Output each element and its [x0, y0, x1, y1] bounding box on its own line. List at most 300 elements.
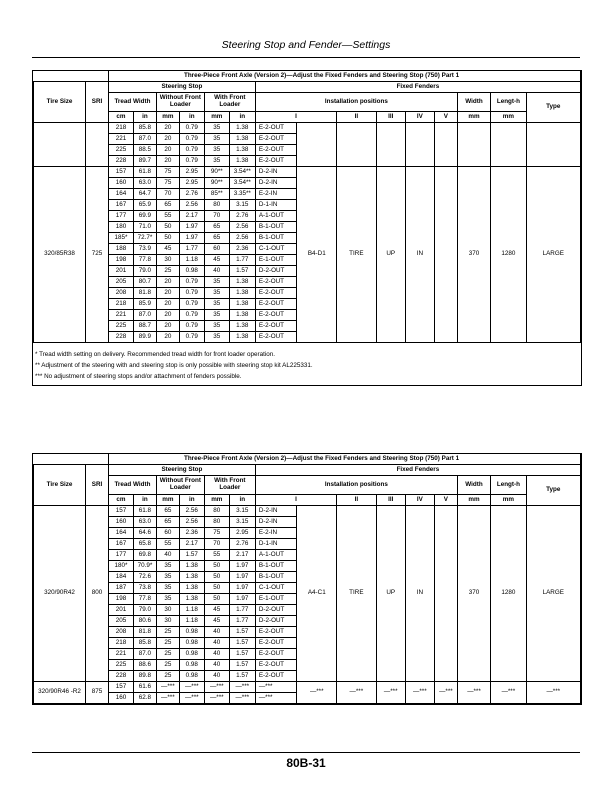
fender-position-cell: E-2-OUT	[255, 638, 297, 649]
value-cell: 35	[204, 134, 229, 145]
footnote: * Tread width setting on delivery. Recommended tread width for front loader operation.	[35, 351, 275, 358]
fender-length-cell: —***	[491, 682, 526, 704]
value-cell: 0.79	[179, 288, 204, 299]
header-unit-cm: cm	[108, 112, 133, 123]
value-cell: 1.38	[229, 310, 255, 321]
fender-position-cell: E-2-OUT	[255, 310, 297, 321]
value-cell: 1.57	[229, 266, 255, 277]
fender-type-cell: LARGE	[526, 506, 580, 682]
header-tread-width: Tread Width	[108, 476, 156, 495]
value-cell: 1.18	[179, 616, 204, 627]
header-installation-positions: Installation positions	[255, 476, 457, 495]
value-cell: 184	[108, 572, 133, 583]
value-cell: 80	[204, 517, 229, 528]
value-cell: 218	[108, 638, 133, 649]
value-cell: 85**	[204, 189, 229, 200]
header-row	[34, 82, 581, 93]
value-cell: 25	[156, 638, 179, 649]
value-cell: 185*	[108, 233, 133, 244]
value-cell: 0.79	[179, 321, 204, 332]
value-cell: 70	[156, 189, 179, 200]
value-cell: 75	[204, 528, 229, 539]
value-cell: 65.8	[133, 539, 156, 550]
fender-width-cell: 370	[457, 167, 490, 343]
header-unit-pos_iv: IV	[405, 495, 434, 506]
value-cell: 35	[156, 561, 179, 572]
value-cell: 35	[204, 310, 229, 321]
value-cell: 65.9	[133, 200, 156, 211]
value-cell: 1.18	[179, 605, 204, 616]
value-cell: 87.0	[133, 310, 156, 321]
value-cell: 3.15	[229, 506, 255, 517]
value-cell: 87.0	[133, 649, 156, 660]
value-cell: 80	[204, 200, 229, 211]
header-row	[34, 71, 581, 82]
value-cell: 3.15	[229, 517, 255, 528]
value-cell: 20	[156, 332, 179, 343]
value-cell: 40	[204, 671, 229, 682]
value-cell: 75	[156, 167, 179, 178]
fender-position-cell: E-2-OUT	[255, 321, 297, 332]
value-cell: 55	[156, 539, 179, 550]
header-unit-pos_ii: II	[337, 495, 377, 506]
value-cell: 3.54**	[229, 167, 255, 178]
value-cell: 1.38	[179, 594, 204, 605]
value-cell: 20	[156, 277, 179, 288]
value-cell: 198	[108, 594, 133, 605]
value-cell: 20	[156, 288, 179, 299]
value-cell: 30	[156, 605, 179, 616]
caption-spacer	[34, 454, 109, 465]
value-cell: 1.97	[179, 233, 204, 244]
value-cell: 40	[204, 660, 229, 671]
value-cell: 157	[108, 167, 133, 178]
value-cell: 30	[156, 616, 179, 627]
header-unit-pos_iii: III	[376, 495, 405, 506]
value-cell: 50	[156, 233, 179, 244]
value-cell: 0.98	[179, 671, 204, 682]
value-cell: 0.79	[179, 277, 204, 288]
value-cell: 85.8	[133, 638, 156, 649]
value-cell: 20	[156, 134, 179, 145]
fender-iv-cell: IN	[405, 167, 434, 343]
value-cell: 40	[204, 266, 229, 277]
fender-position-cell: E-2-OUT	[255, 123, 297, 134]
tire-size-cell: 320/90R42	[34, 506, 86, 682]
value-cell: 1.38	[229, 134, 255, 145]
value-cell: 2.56	[179, 200, 204, 211]
value-cell: 187	[108, 583, 133, 594]
fender-type-cell: —***	[526, 682, 580, 704]
value-cell: 201	[108, 605, 133, 616]
value-cell: 45	[204, 616, 229, 627]
value-cell: 77.8	[133, 594, 156, 605]
fender-v-cell: —***	[434, 682, 457, 704]
value-cell: 180*	[108, 561, 133, 572]
value-cell: 157	[108, 682, 133, 693]
value-cell: 0.79	[179, 134, 204, 145]
header-type: Type	[526, 93, 580, 123]
fender-position-cell: E-2-OUT	[255, 332, 297, 343]
value-cell: 1.38	[229, 288, 255, 299]
value-cell: 70	[204, 539, 229, 550]
header-row	[34, 454, 581, 465]
value-cell: 50	[156, 222, 179, 233]
value-cell: 2.56	[229, 233, 255, 244]
value-cell: 61.8	[133, 167, 156, 178]
value-cell: 164	[108, 189, 133, 200]
value-cell: 35	[204, 288, 229, 299]
value-cell: 3.54**	[229, 178, 255, 189]
value-cell: 167	[108, 539, 133, 550]
value-cell: 55	[156, 211, 179, 222]
page-title: Steering Stop and Fender—Settings	[221, 39, 391, 51]
value-cell: 1.38	[229, 277, 255, 288]
value-cell: 1.38	[229, 299, 255, 310]
header-without-front-loader: Without Front Loader	[156, 93, 204, 112]
value-cell: 64.7	[133, 189, 156, 200]
value-cell: 1.38	[229, 145, 255, 156]
value-cell: 198	[108, 255, 133, 266]
value-cell: 0.98	[179, 660, 204, 671]
table-caption: Three-Piece Front Axle (Version 2)—Adjust the Fixed Fenders and Steering Stop (750) Part 1	[108, 454, 580, 465]
value-cell: 80.7	[133, 277, 156, 288]
value-cell: 79.0	[133, 605, 156, 616]
value-cell: 225	[108, 660, 133, 671]
fender-position-cell: E-1-OUT	[255, 594, 297, 605]
value-cell: 1.38	[179, 561, 204, 572]
value-cell: 40	[204, 627, 229, 638]
value-cell: 35	[204, 332, 229, 343]
value-cell: 228	[108, 156, 133, 167]
header-unit-pos_iv: IV	[405, 112, 434, 123]
table-row	[34, 682, 581, 693]
value-cell: 2.95	[229, 528, 255, 539]
value-cell: 228	[108, 671, 133, 682]
value-cell: 35	[204, 145, 229, 156]
header-length: Lengt-h	[491, 476, 526, 495]
value-cell: 1.38	[179, 583, 204, 594]
value-cell: 225	[108, 321, 133, 332]
value-cell: —***	[229, 682, 255, 693]
fender-position-cell: E-2-OUT	[255, 660, 297, 671]
fender-i-cell	[297, 123, 337, 167]
value-cell: 90**	[204, 178, 229, 189]
value-cell: 2.95	[179, 167, 204, 178]
value-cell: 69.8	[133, 550, 156, 561]
value-cell: 65	[204, 222, 229, 233]
fender-v-cell	[434, 123, 457, 167]
value-cell: 85.9	[133, 299, 156, 310]
header-unit-pos_v: V	[434, 112, 457, 123]
fender-ii-cell: TIRE	[337, 167, 377, 343]
value-cell: —***	[229, 693, 255, 704]
value-cell: 188	[108, 244, 133, 255]
fender-i-cell: A4-C1	[297, 506, 337, 682]
fender-position-cell: E-2-OUT	[255, 134, 297, 145]
fender-position-cell: C-1-OUT	[255, 583, 297, 594]
value-cell: 1.97	[229, 561, 255, 572]
header-unit-pos_i: I	[255, 112, 336, 123]
value-cell: 20	[156, 145, 179, 156]
fender-position-cell: D-2-OUT	[255, 616, 297, 627]
value-cell: 88.6	[133, 660, 156, 671]
value-cell: 160	[108, 517, 133, 528]
header-sri: SRI	[86, 465, 109, 506]
header-unit-mm: mm	[491, 112, 526, 123]
value-cell: 0.98	[179, 638, 204, 649]
value-cell: 50	[204, 572, 229, 583]
value-cell: 2.17	[229, 550, 255, 561]
fender-position-cell: D-1-IN	[255, 539, 297, 550]
header-unit-mm: mm	[156, 495, 179, 506]
value-cell: 81.8	[133, 288, 156, 299]
table-caption: Three-Piece Front Axle (Version 2)—Adjust the Fixed Fenders and Steering Stop (750) Part 1	[108, 71, 580, 82]
value-cell: 1.97	[229, 594, 255, 605]
value-cell: 35	[156, 583, 179, 594]
fender-iii-cell: UP	[376, 506, 405, 682]
value-cell: 89.7	[133, 156, 156, 167]
fender-iii-cell: —***	[376, 682, 405, 704]
value-cell: 62.8	[133, 693, 156, 704]
value-cell: 160	[108, 178, 133, 189]
value-cell: 73.9	[133, 244, 156, 255]
value-cell: 80	[204, 506, 229, 517]
value-cell: 1.38	[229, 123, 255, 134]
value-cell: 35	[204, 123, 229, 134]
value-cell: 1.77	[229, 605, 255, 616]
value-cell: 85.8	[133, 123, 156, 134]
header-unit-in: in	[179, 112, 204, 123]
value-cell: 0.79	[179, 310, 204, 321]
value-cell: 50	[204, 583, 229, 594]
header-unit-in: in	[179, 495, 204, 506]
value-cell: 35	[156, 572, 179, 583]
fender-position-cell: E-2-IN	[255, 528, 297, 539]
value-cell: 228	[108, 332, 133, 343]
fender-position-cell: —***	[255, 682, 297, 693]
value-cell: 1.97	[229, 583, 255, 594]
value-cell: 2.17	[179, 211, 204, 222]
header-unit-mm: mm	[156, 112, 179, 123]
fender-i-cell: B4-D1	[297, 167, 337, 343]
value-cell: 2.76	[229, 539, 255, 550]
fender-v-cell	[434, 167, 457, 343]
value-cell: —***	[179, 693, 204, 704]
fender-position-cell: E-2-OUT	[255, 627, 297, 638]
value-cell: 1.77	[229, 616, 255, 627]
value-cell: 60	[156, 528, 179, 539]
fender-ii-cell: —***	[337, 682, 377, 704]
fender-position-cell: B-1-OUT	[255, 233, 297, 244]
header-tread-width: Tread Width	[108, 93, 156, 112]
value-cell: 1.18	[179, 255, 204, 266]
header-unit-pos_v: V	[434, 495, 457, 506]
value-cell: 1.77	[229, 255, 255, 266]
tire-size-cell	[34, 123, 86, 167]
header-unit-mm: mm	[457, 495, 490, 506]
fender-iv-cell: —***	[405, 682, 434, 704]
value-cell: —***	[156, 682, 179, 693]
header-unit-in: in	[133, 495, 156, 506]
value-cell: 0.79	[179, 145, 204, 156]
header-row	[34, 93, 581, 112]
header-unit-in: in	[229, 112, 255, 123]
value-cell: 1.57	[229, 649, 255, 660]
header-fixed-fenders: Fixed Fenders	[255, 82, 580, 93]
value-cell: 221	[108, 310, 133, 321]
value-cell: 225	[108, 145, 133, 156]
header-unit-mm: mm	[204, 112, 229, 123]
fender-position-cell: E-2-OUT	[255, 156, 297, 167]
value-cell: 3.15	[229, 200, 255, 211]
value-cell: 208	[108, 288, 133, 299]
value-cell: 1.38	[179, 572, 204, 583]
value-cell: —***	[204, 693, 229, 704]
header-unit-in: in	[229, 495, 255, 506]
header-row	[34, 476, 581, 495]
value-cell: 180	[108, 222, 133, 233]
value-cell: 35	[204, 156, 229, 167]
fender-position-cell: A-1-OUT	[255, 550, 297, 561]
fender-iv-cell: IN	[405, 506, 434, 682]
fender-position-cell: D-2-OUT	[255, 266, 297, 277]
table-row	[34, 167, 581, 178]
fender-position-cell: D-1-IN	[255, 200, 297, 211]
fender-ii-cell: TIRE	[337, 506, 377, 682]
value-cell: —***	[204, 682, 229, 693]
fender-width-cell	[457, 123, 490, 167]
header-sri: SRI	[86, 82, 109, 123]
value-cell: 2.76	[229, 211, 255, 222]
value-cell: 1.97	[179, 222, 204, 233]
header-steering-stop: Steering Stop	[108, 465, 255, 476]
fender-type-cell	[526, 123, 580, 167]
table-notes	[33, 343, 581, 385]
header-unit-mm: mm	[457, 112, 490, 123]
value-cell: 25	[156, 649, 179, 660]
footnote: *** No adjustment of steering stops and/or attachment of fenders possible.	[35, 373, 242, 380]
value-cell: 20	[156, 156, 179, 167]
value-cell: 65	[204, 233, 229, 244]
fender-position-cell: —***	[255, 693, 297, 704]
value-cell: 63.0	[133, 517, 156, 528]
value-cell: —***	[179, 682, 204, 693]
value-cell: 20	[156, 321, 179, 332]
value-cell: 2.36	[179, 528, 204, 539]
value-cell: 25	[156, 671, 179, 682]
value-cell: 45	[156, 244, 179, 255]
header-with-front-loader: With Front Loader	[204, 476, 255, 495]
fender-width-cell: —***	[457, 682, 490, 704]
tire-size-cell: 320/85R38	[34, 167, 86, 343]
fender-position-cell: E-2-OUT	[255, 299, 297, 310]
header-unit-cm: cm	[108, 495, 133, 506]
value-cell: 1.38	[229, 332, 255, 343]
header-without-front-loader: Without Front Loader	[156, 476, 204, 495]
sri-cell: 725	[86, 167, 109, 343]
fender-position-cell: D-2-IN	[255, 178, 297, 189]
value-cell: 221	[108, 649, 133, 660]
value-cell: 65	[156, 517, 179, 528]
value-cell: 73.8	[133, 583, 156, 594]
value-cell: 40	[204, 638, 229, 649]
value-cell: 20	[156, 310, 179, 321]
value-cell: 2.56	[179, 517, 204, 528]
value-cell: 25	[156, 266, 179, 277]
value-cell: 25	[156, 660, 179, 671]
fender-position-cell: E-2-IN	[255, 189, 297, 200]
header-row	[34, 112, 581, 123]
value-cell: 60	[204, 244, 229, 255]
header-width: Width	[457, 476, 490, 495]
value-cell: 1.57	[229, 660, 255, 671]
value-cell: 2.17	[179, 539, 204, 550]
value-cell: 88.7	[133, 321, 156, 332]
value-cell: 72.7*	[133, 233, 156, 244]
header-fixed-fenders: Fixed Fenders	[255, 465, 580, 476]
fender-position-cell: E-2-OUT	[255, 671, 297, 682]
value-cell: 0.79	[179, 123, 204, 134]
value-cell: 1.38	[229, 156, 255, 167]
value-cell: 0.79	[179, 156, 204, 167]
sri-cell	[86, 123, 109, 167]
table-tire-320-90r42	[32, 453, 582, 705]
value-cell: 81.8	[133, 627, 156, 638]
fender-position-cell: E-1-OUT	[255, 255, 297, 266]
value-cell: 70.9*	[133, 561, 156, 572]
title-divider	[32, 57, 580, 58]
value-cell: 2.76	[179, 189, 204, 200]
value-cell: 2.56	[179, 506, 204, 517]
value-cell: 218	[108, 123, 133, 134]
value-cell: 3.35**	[229, 189, 255, 200]
value-cell: 89.8	[133, 671, 156, 682]
table-row	[34, 123, 581, 134]
value-cell: 65	[156, 200, 179, 211]
caption-spacer	[34, 71, 109, 82]
fender-position-cell: E-2-OUT	[255, 277, 297, 288]
fender-iv-cell	[405, 123, 434, 167]
fender-length-cell: 1280	[491, 167, 526, 343]
fender-position-cell: B-1-OUT	[255, 561, 297, 572]
value-cell: 201	[108, 266, 133, 277]
value-cell: 35	[204, 299, 229, 310]
value-cell: 167	[108, 200, 133, 211]
value-cell: 1.77	[179, 244, 204, 255]
sri-cell: 875	[86, 682, 109, 704]
value-cell: 1.57	[229, 638, 255, 649]
value-cell: 164	[108, 528, 133, 539]
value-cell: 61.6	[133, 682, 156, 693]
value-cell: 2.56	[229, 222, 255, 233]
value-cell: 208	[108, 627, 133, 638]
value-cell: 55	[204, 550, 229, 561]
value-cell: 77.8	[133, 255, 156, 266]
value-cell: 35	[156, 594, 179, 605]
fender-v-cell	[434, 506, 457, 682]
footnote: ** Adjustment of the steering with and steering stop is only possible with steering stop kit AL225331.	[35, 362, 313, 369]
value-cell: 1.57	[229, 627, 255, 638]
fender-position-cell: C-1-OUT	[255, 244, 297, 255]
fender-length-cell	[491, 123, 526, 167]
value-cell: 40	[204, 649, 229, 660]
header-length: Lengt-h	[491, 93, 526, 112]
fender-position-cell: E-2-OUT	[255, 145, 297, 156]
header-unit-mm: mm	[491, 495, 526, 506]
fender-width-cell: 370	[457, 506, 490, 682]
value-cell: 205	[108, 616, 133, 627]
